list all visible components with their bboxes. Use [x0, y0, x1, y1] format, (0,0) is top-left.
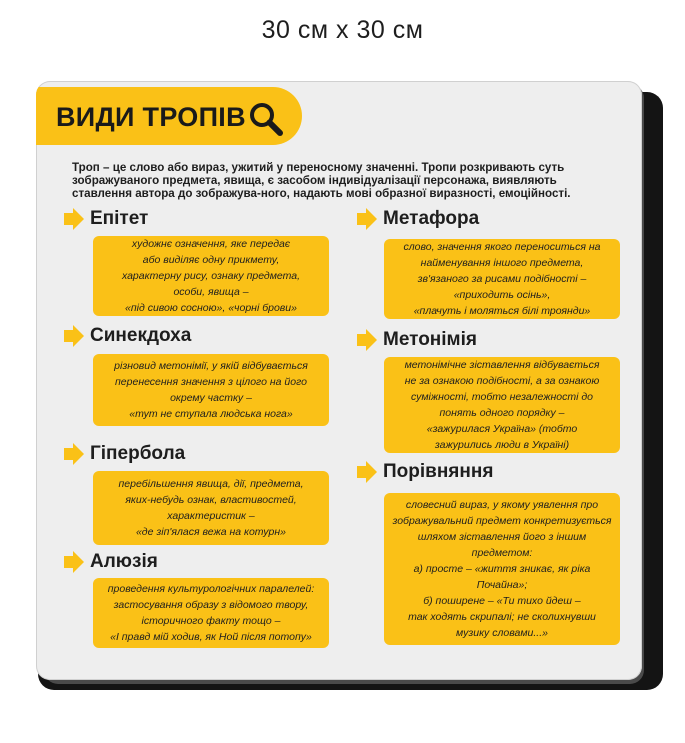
- definition-box-comparison: [384, 493, 620, 645]
- definition-line: предметом:: [471, 547, 533, 559]
- heading-label: Метонімія: [383, 329, 477, 350]
- definition-line: яких-небудь ознак, властивостей,: [125, 494, 297, 506]
- heading-synecdoche: [64, 325, 191, 347]
- definition-line: «де зіп'ялася вежа на котурн»: [135, 526, 287, 538]
- definition-line: проведення культурологічних паралелей:: [107, 583, 315, 595]
- definition-line: художнє означення, яке передає: [131, 238, 291, 250]
- heading-label: Синекдоха: [90, 325, 192, 346]
- definition-text: [396, 235, 609, 323]
- definition-line: шляхом зіставлення його з іншим: [417, 531, 587, 543]
- definition-line: характеристик –: [167, 510, 255, 522]
- arrow-icon: [64, 208, 84, 230]
- definition-line: Почайна»;: [476, 579, 528, 591]
- definition-line: різновид метонімії, у якій відбувається: [114, 360, 308, 372]
- definition-line: перебільшення явища, дії, предмета,: [118, 478, 304, 490]
- definition-line: найменування іншого предмета,: [420, 257, 584, 269]
- definition-line: «І правд мій ходив, як Ной після потопу»: [110, 631, 312, 643]
- definition-line: історичного факту тощо –: [141, 615, 281, 627]
- definition-box-hyperbole: [93, 471, 329, 545]
- definition-line: зображувальний предмет конкретизується: [392, 515, 612, 527]
- arrow-icon: [64, 325, 84, 347]
- definition-line: б) поширене – «Ти тихо йдеш –: [423, 595, 581, 607]
- definition-line: застосування образу з відомого твору,: [113, 599, 309, 611]
- definition-line: метонімічне зіставлення відбувається: [404, 359, 600, 371]
- heading-allusion: [64, 551, 158, 573]
- definition-box-metonymy: [384, 357, 620, 453]
- heading-label: Гіпербола: [90, 443, 186, 464]
- definition-text: [384, 493, 619, 645]
- definition-line: слово, значення якого переноситься на: [403, 241, 601, 253]
- arrow-icon: [357, 461, 377, 483]
- heading-label: Метафора: [383, 208, 480, 229]
- definition-line: «під сивою сосною», «чорні брови»: [125, 302, 297, 314]
- heading-label: Порівняння: [383, 461, 494, 482]
- heading-label: Епітет: [90, 208, 149, 229]
- arrow-icon: [357, 329, 377, 351]
- definition-line: «приходить осінь»,: [453, 289, 551, 301]
- definition-line: зажурились люди в Україні): [434, 439, 570, 451]
- definition-line: не за ознакою подібності, а за ознакою: [404, 375, 600, 387]
- definition-line: понять одного порядку –: [439, 407, 565, 419]
- page-title: ВИДИ ТРОПІВ: [56, 102, 246, 132]
- definition-box-synecdoche: [93, 354, 329, 426]
- definition-line: музику словами...»: [456, 627, 548, 639]
- definition-line: особи, явища –: [173, 286, 249, 298]
- definition-line: «зажурилася Україна» (тобто: [426, 423, 578, 435]
- arrow-icon: [357, 208, 377, 230]
- definition-text: [100, 577, 323, 649]
- definition-box-epithet: [93, 236, 329, 316]
- heading-metaphor: [357, 208, 479, 230]
- arrow-icon: [64, 551, 84, 573]
- magnifier-icon: [246, 99, 286, 139]
- definition-line: «тут не ступала людська нога»: [129, 408, 293, 420]
- definition-text: [397, 353, 608, 457]
- definition-line: словесний вираз, у якому уявлення про: [405, 499, 599, 511]
- definition-box-allusion: [93, 578, 329, 648]
- heading-label: Алюзія: [90, 551, 158, 572]
- arrow-icon: [64, 443, 84, 465]
- definition-text: [114, 232, 308, 320]
- heading-hyperbole: [64, 443, 185, 465]
- definition-line: суміжності, тобто незалежності до: [410, 391, 594, 403]
- heading-metonymy: [357, 329, 477, 351]
- poster-board: [36, 81, 642, 680]
- definition-line: а) просте – «життя зникає, як ріка: [413, 563, 591, 575]
- size-label: 30 см x 30 см: [261, 16, 424, 44]
- intro-text: Троп – це слово або вираз, ужитий у переносному значенні. Тропи розкривають суть зображуваного предмета, явища, є засобом індивідуалізації персонажа, виявляють ставлення автора до зображува-ного, надають мові образної виразності, емоційності.: [72, 161, 571, 200]
- definition-line: зв'язаного за рисами подібності –: [417, 273, 587, 285]
- title-banner: [36, 87, 302, 145]
- definition-line: «плачуть і моляться білі троянди»: [413, 305, 591, 317]
- definition-line: перенесення значення з цілого на його: [115, 376, 307, 388]
- definition-text: [106, 354, 316, 426]
- definition-line: характерну рису, ознаку предмета,: [121, 270, 301, 282]
- definition-text: [110, 472, 311, 544]
- heading-comparison: [357, 461, 493, 483]
- definition-box-metaphor: [384, 239, 620, 319]
- definition-line: так ходять скрипалі; не сколихнувши: [408, 611, 596, 623]
- definition-line: окрему частку –: [170, 392, 252, 404]
- definition-line: або виділяє одну прикмету,: [142, 254, 280, 266]
- heading-epithet: [64, 208, 148, 230]
